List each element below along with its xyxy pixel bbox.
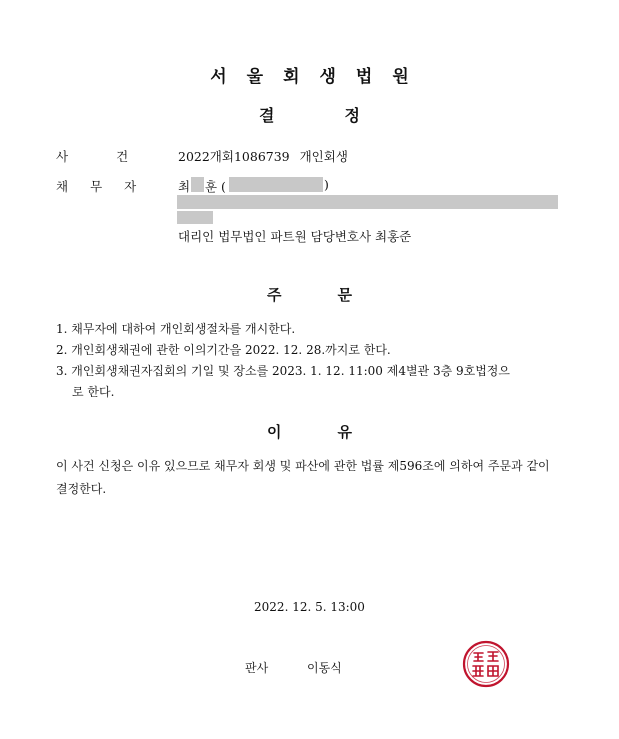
debtor-name-redaction [191, 177, 204, 192]
reason-title: 이유 [267, 423, 408, 441]
order-item-1: 1. 채무자에 대하여 개인회생절차를 개시한다. [56, 322, 296, 336]
debtor-name-close: ) [324, 177, 329, 192]
order-title: 주문 [267, 286, 408, 304]
debtor-name-part1: 최 [178, 179, 191, 194]
debtor-id-redaction [229, 177, 323, 192]
judge-name: 이동식 [307, 661, 342, 675]
court-name: 서울회생법원 [210, 67, 429, 87]
order-item-2: 2. 개인회생채권에 관한 이의기간을 2022. 12. 28.까지로 한다. [56, 343, 391, 357]
case-label: 사건 [56, 149, 177, 164]
order-item-3: 3. 개인회생채권자집회의 기일 및 장소를 2023. 1. 12. 11:00 제4별관 3층 9호법정으 [56, 364, 510, 378]
document-title: 결정 [259, 106, 430, 125]
address-redaction-line1 [177, 195, 558, 209]
judge-seal-icon [462, 640, 510, 688]
order-item-3-continued: 로 한다. [72, 385, 115, 399]
judge-label: 판사 [245, 661, 269, 675]
address-redaction-line2 [177, 211, 213, 224]
decision-date: 2022. 12. 5. 13:00 [254, 600, 365, 614]
debtor-agent: 대리인 법무법인 파트원 담당변호사 최홍준 [178, 229, 412, 244]
reason-text: 이 사건 신청은 이유 있으므로 채무자 회생 및 파산에 관한 법률 제596조에 의하여 주문과 같이 결정한다. [56, 459, 550, 496]
debtor-name-part2: 훈 ( [205, 179, 226, 194]
debtor-label: 채무자 [56, 179, 159, 194]
case-number: 2022개회1086739 개인회생 [178, 149, 348, 164]
